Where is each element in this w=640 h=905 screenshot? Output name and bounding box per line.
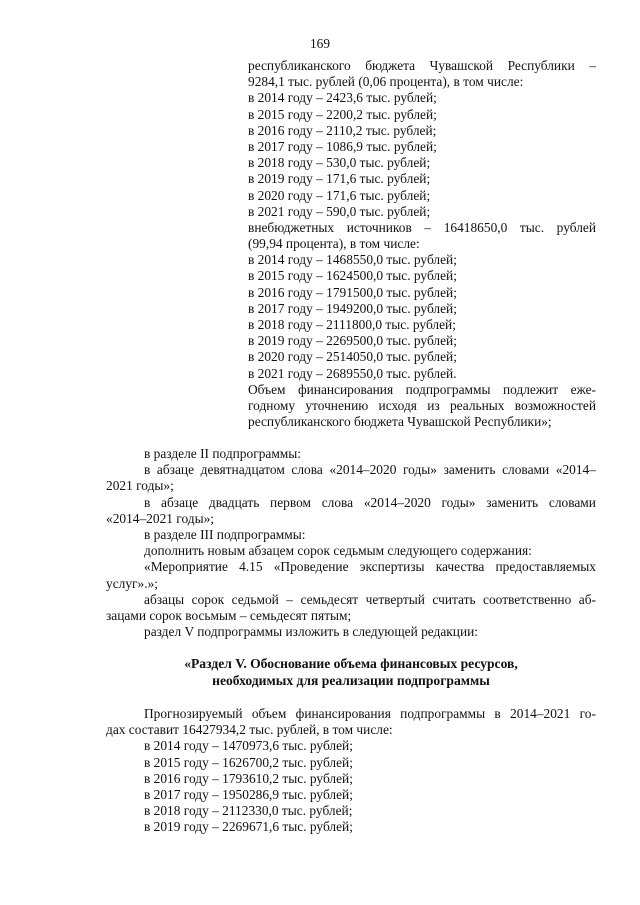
text-line: в абзаце девятнадцатом слова «2014–2020 годы» заменить словами «2014– — [144, 462, 596, 478]
text-line: в 2020 году – 171,6 тыс. рублей; — [248, 187, 431, 203]
text-line: услуг».»; — [106, 575, 158, 591]
text-line: в 2016 году – 1791500,0 тыс. рублей; — [248, 284, 457, 300]
text-line: в 2021 году – 2689550,0 тыс. рублей. — [248, 365, 457, 381]
text-line: в абзаце двадцать первом слова «2014–2020 годы» заменить словами — [144, 494, 596, 510]
text-line: годному уточнению исходя из реальных возможностей — [248, 397, 596, 413]
text-line: «2014–2021 годы»; — [106, 510, 214, 526]
text-line: в 2019 году – 171,6 тыс. рублей; — [248, 171, 431, 187]
text-line: в 2020 году – 2514050,0 тыс. рублей; — [248, 349, 457, 365]
text-line: республиканского бюджета Чувашской Республики»; — [248, 414, 552, 430]
text-line: республиканского бюджета Чувашской Республики – — [248, 58, 596, 73]
text-line: в 2018 году – 2111800,0 тыс. рублей; — [248, 317, 456, 332]
text-line: в 2014 году – 1470973,6 тыс. рублей; — [144, 738, 353, 754]
text-line: внебюджетных источников – 16418650,0 тыс. рублей — [248, 219, 596, 235]
text-line: в 2014 году – 1468550,0 тыс. рублей; — [248, 252, 457, 268]
text-line: абзацы сорок седьмой – семьдесят четвертый считать соответственно аб- — [144, 591, 596, 607]
text-line: в разделе II подпрограммы: — [144, 446, 301, 461]
text-line: в 2021 году – 590,0 тыс. рублей; — [248, 203, 431, 219]
text-line: зацами сорок восьмым – семьдесят пятым; — [106, 607, 352, 623]
text-line: (99,94 процента), в том числе: — [248, 236, 420, 252]
text-line: в 2017 году – 1949200,0 тыс. рублей; — [248, 300, 457, 316]
forecast-block — [106, 706, 596, 836]
text-line: раздел V подпрограммы изложить в следующей редакции: — [144, 624, 479, 640]
financing-sources-block — [248, 58, 596, 430]
amendments-block — [106, 446, 596, 640]
text-line: Прогнозируемый объем финансирования подпрограммы в 2014–2021 го- — [144, 706, 596, 721]
text-line: в разделе III подпрограммы: — [144, 526, 306, 542]
text-line: «Мероприятие 4.15 «Проведение экспертизы качества предоставляемых — [144, 559, 596, 575]
text-line: Объем финансирования подпрограммы подлежит еже- — [248, 381, 596, 397]
text-line: в 2016 году – 1793610,2 тыс. рублей; — [144, 770, 353, 786]
text-line: в 2018 году – 530,0 тыс. рублей; — [248, 155, 431, 171]
text-line: в 2018 году – 2112330,0 тыс. рублей; — [144, 803, 353, 819]
text-line: в 2014 году – 2423,6 тыс. рублей; — [248, 90, 437, 106]
text-line: в 2015 году – 2200,2 тыс. рублей; — [248, 106, 437, 122]
text-line: в 2017 году – 1950286,9 тыс. рублей; — [144, 786, 353, 802]
section-heading — [106, 655, 596, 689]
text-line: 9284,1 тыс. рублей (0,06 процента), в том числе: — [248, 74, 524, 90]
text-line: в 2017 году – 1086,9 тыс. рублей; — [248, 138, 437, 154]
page-number: 169 — [309, 36, 331, 51]
text-line: в 2015 году – 1624500,0 тыс. рублей; — [248, 268, 457, 284]
section-heading-line: необходимых для реализации подпрограммы — [212, 673, 490, 688]
text-line: в 2019 году – 2269500,0 тыс. рублей; — [248, 333, 457, 349]
text-line: дополнить новым абзацем сорок седьмым следующего содержания: — [144, 543, 532, 559]
text-line: в 2016 году – 2110,2 тыс. рублей; — [248, 122, 437, 138]
text-line: 2021 годы»; — [106, 478, 174, 494]
section-heading-line: «Раздел V. Обоснование объема финансовых ресурсов, — [184, 656, 518, 671]
text-line: в 2019 году – 2269671,6 тыс. рублей; — [144, 819, 353, 835]
text-line: дах составит 16427934,2 тыс. рублей, в том числе: — [106, 722, 393, 738]
text-line: в 2015 году – 1626700,2 тыс. рублей; — [144, 754, 353, 770]
